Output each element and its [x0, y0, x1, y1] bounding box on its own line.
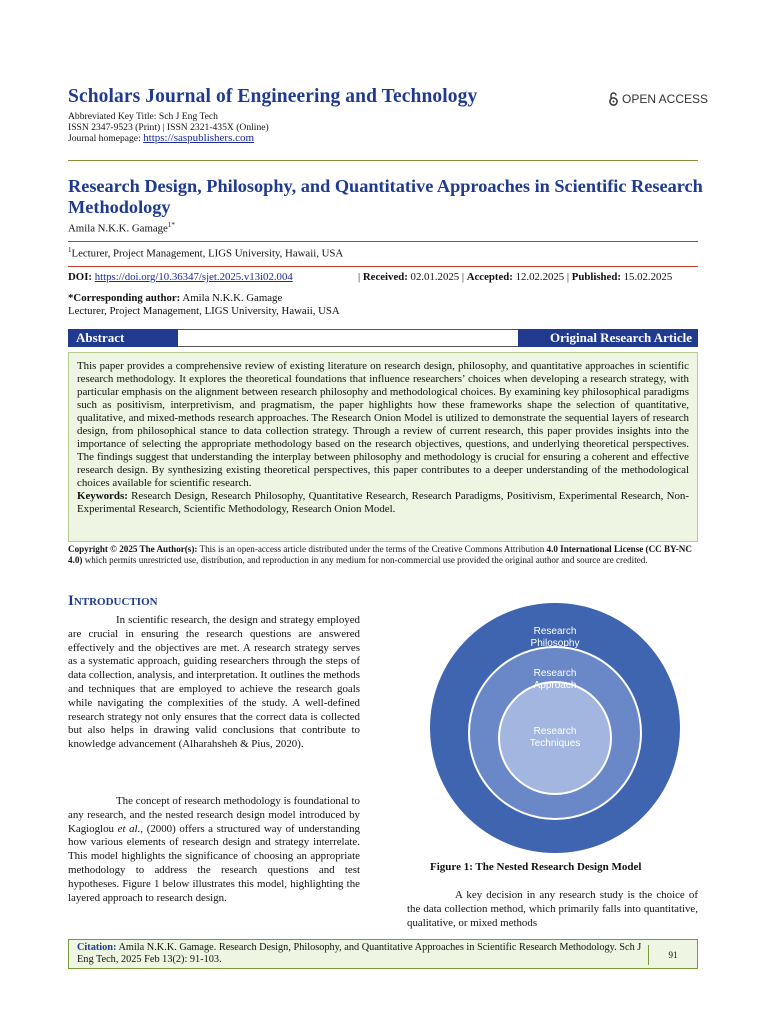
corresponding-author — [68, 292, 282, 304]
journal-title: Scholars Journal of Engineering and Technology — [68, 86, 478, 107]
inner-label-line-1: Research — [533, 726, 577, 737]
middle-label-line-1: Research — [533, 668, 577, 679]
introduction-heading: Introduction — [68, 593, 158, 609]
published-date: 15.02.2025 — [623, 271, 673, 283]
doi-link[interactable]: https://doi.org/10.36347/sjet.2025.v13i02.004 — [94, 271, 293, 283]
doi-line — [68, 271, 293, 283]
abstract-label: Abstract — [68, 329, 178, 347]
accepted-date: 12.02.2025 — [515, 271, 565, 283]
homepage-link[interactable]: https://saspublishers.com — [143, 132, 255, 144]
citation-text-block — [77, 942, 647, 966]
copyright-text-1: This is an open-access article distributed under the terms of the Creative Commons Attribution — [199, 544, 545, 554]
open-lock-icon — [608, 92, 619, 106]
copyright-label: Copyright © 2025 The Author(s): — [68, 544, 198, 554]
affiliation-superscript: 1 — [68, 246, 72, 254]
middle-label-line-2: Approach — [533, 680, 577, 691]
open-access-badge — [608, 92, 708, 106]
abstract-box — [68, 352, 698, 542]
abstract-bar-spacer — [178, 329, 518, 347]
figure-caption: Figure 1: The Nested Research Design Model — [430, 861, 642, 873]
citation-label: Citation: — [77, 942, 117, 953]
accepted-label: Accepted: — [466, 271, 513, 283]
intro-paragraph-2-b: (2000) offers a structured way of understanding how various elements of research design and strategy interrelate. This model highlights the significance of choosing an appropriate methodology to address the research questions and test hypotheses. Figure 1 below illustrates this model, highlighting the layered approach to research design. — [68, 822, 361, 904]
citation-box — [68, 939, 698, 969]
journal-key-title: Abbreviated Key Title: Sch J Eng Tech — [68, 111, 218, 122]
page-number: 91 — [648, 945, 697, 965]
abstract-header-bar — [68, 329, 698, 347]
abstract-text: This paper provides a comprehensive review of existing literature on research design, philosophy, and quantitative approaches in scientific research methodology. It explores the theoretical foundations that influence researchers’ choices when developing a research strategy, with particular emphasis on the alignment between research philosophy and methodological choices. By examining key philosophical paradigms such as positivism, interpretivism, and pragmatism, the paper highlights how these frameworks shape the selection of quantitative, qualitative, and mixed-methods research approaches. The Research Onion Model is utilized to demonstrate the sequential layers of research design, from philosophical stance to data collection strategy. Through a review of current research, this paper provides insights into the importance of selecting the appropriate methodology based on the research objectives, questions, and underlying theoretical perspectives. The findings suggest that understanding the interplay between philosophy and methodology is crucial for ensuring a coherent and effective research design. By synthesizing existing theoretical perspectives, this paper contributes to a deeper understanding of the methodological choices available for scientific research. — [77, 360, 689, 489]
doi-label: DOI: — [68, 271, 92, 283]
homepage-label: Journal homepage: — [68, 133, 141, 144]
received-date: 02.01.2025 — [410, 271, 460, 283]
published-label: Published: — [571, 271, 621, 283]
corresponding-name: Amila N.K.K. Gamage — [182, 292, 283, 304]
intro-paragraph-2-a: The concept of research methodology is foundational to any research, and the nested research design model introduced by Kagioglou — [68, 795, 360, 835]
copyright-notice — [68, 544, 698, 566]
corresponding-label: *Corresponding author: — [68, 292, 181, 304]
copyright-text-2: which permits unrestricted use, distribution, and reproduction in any medium for non-commercial use provided the original author and source are credited. — [84, 555, 648, 565]
received-label: Received: — [362, 271, 408, 283]
open-access-label: OPEN ACCESS — [622, 92, 709, 106]
affiliation-divider — [68, 266, 698, 267]
outer-label-line-2: Philosophy — [530, 638, 580, 649]
copyright-license: 4.0 International License (CC BY-NC 4.0) — [68, 544, 692, 565]
header-divider — [68, 160, 698, 161]
author-line — [68, 221, 175, 235]
right-column-paragraph: A key decision in any research study is the choice of the data collection method, which primarily falls into quantitative, qualitative, or mixed methods — [407, 889, 698, 929]
article-type: Original Research Article — [518, 329, 698, 347]
intro-paragraph-2-em: et al., — [117, 822, 144, 835]
keywords-label: Keywords: — [77, 490, 128, 502]
inner-label-line-2: Techniques — [529, 738, 581, 749]
intro-paragraph-2 — [68, 795, 360, 905]
outer-label-line-1: Research — [533, 626, 577, 637]
intro-paragraph-1: In scientific research, the design and strategy employed are crucial in ensuring the research questions are answered effectively and the objectives are met. A research strategy serves as a systematic approach, guiding researchers through the steps of data collection, analysis, and interpretation. It outlines the methods and techniques that are employed to achieve the research goals while navigating the complexities of the study. A well-defined research strategy not only ensures that the correct data is collected but also helps in drawing valid conclusions that contribute to knowledge advancement (Alharahsheh & Pius, 2020). — [68, 614, 360, 751]
journal-issn: ISSN 2347-9523 (Print) | ISSN 2321-435X (Online) — [68, 122, 269, 133]
dates-line: | Received: 02.01.2025 | Accepted: 12.02.2025 | Published: 15.02.2025 — [358, 271, 673, 283]
citation-text: Amila N.K.K. Gamage. Research Design, Philosophy, and Quantitative Approaches in Scientific Research Methodology. Sch J Eng Tech, 2025 Feb 13(2): 91-103. — [77, 942, 642, 965]
author-divider — [68, 241, 698, 242]
paper-title: Research Design, Philosophy, and Quantitative Approaches in Scientific Research Methodology — [68, 176, 703, 217]
journal-homepage — [68, 133, 254, 145]
affiliation-line — [68, 246, 343, 260]
nested-research-design-figure — [410, 598, 700, 858]
author-name: Amila N.K.K. Gamage — [68, 222, 168, 235]
corresponding-affiliation: Lecturer, Project Management, LIGS University, Hawaii, USA — [68, 305, 340, 317]
affiliation-text: Lecturer, Project Management, LIGS University, Hawaii, USA — [71, 247, 344, 260]
author-superscript: 1* — [167, 221, 175, 229]
keywords-text: Research Design, Research Philosophy, Quantitative Research, Research Paradigms, Positivism, Experimental Research, Non-Experimental Research, Scientific Methodology, Research Onion Model. — [77, 490, 689, 515]
